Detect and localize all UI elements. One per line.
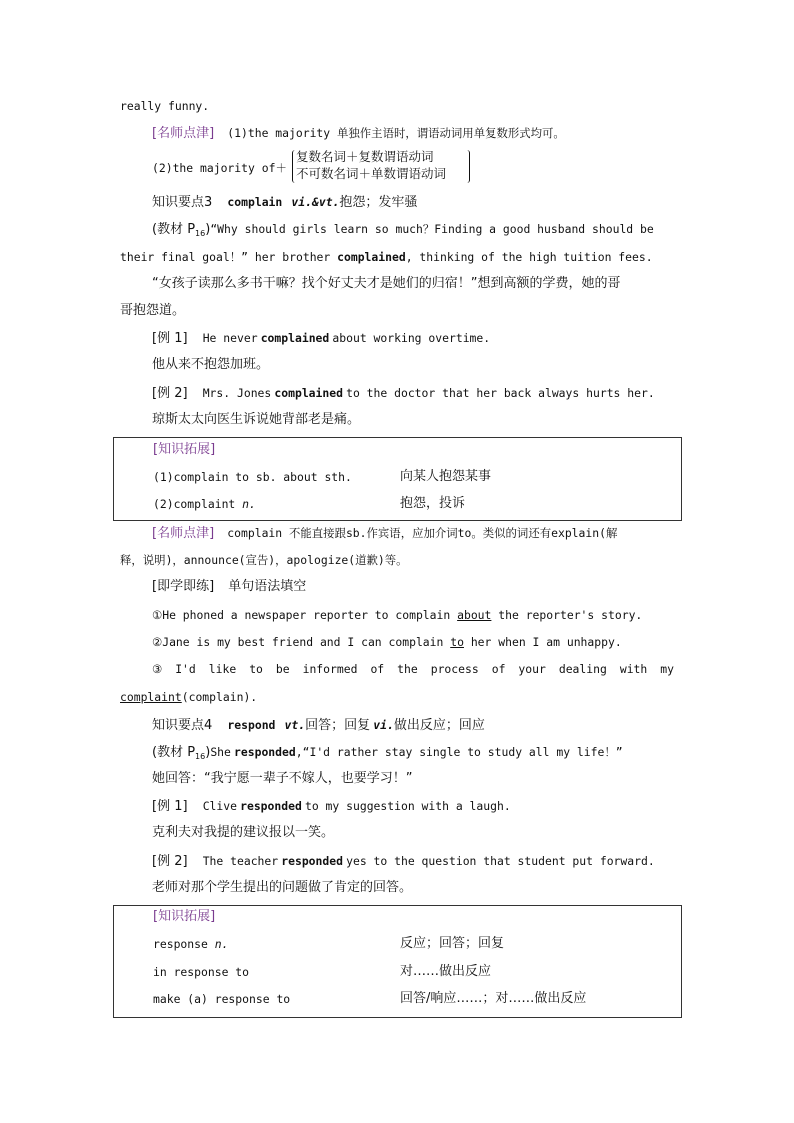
answer-blank: complaint xyxy=(120,690,182,704)
option-uncountable: 不可数名词＋单数谓语动词 xyxy=(296,166,447,181)
answer-blank: to xyxy=(450,635,464,649)
kp3-translation-1: “女孩子读那么多书干嘛？找个好丈夫才是她们的归宿！”想到高额的学费，她的哥 xyxy=(152,276,621,291)
question-2: ②Jane is my best friend and I can complain to her when I am unhappy. xyxy=(152,635,622,649)
kp4-example-2-translation: 老师对那个学生提出的问题做了肯定的回答。 xyxy=(152,880,413,895)
box-tag: [知识拓展] xyxy=(153,909,216,924)
box-row-en: response n. xyxy=(153,937,229,951)
question-3: ③ I'd like to be informed of the process of your dealing with my xyxy=(152,662,674,676)
answer-blank: about xyxy=(457,608,492,622)
box-row-cn: 反应；回答；回复 xyxy=(400,936,505,951)
kp3-translation-2: 哥抱怨道。 xyxy=(120,303,186,318)
box-row-cn: 向某人抱怨某事 xyxy=(400,469,492,484)
practice-heading: [即学即练] 单句语法填空 xyxy=(152,579,307,594)
box-row-en: (2)complaint n. xyxy=(153,497,256,511)
brace-options xyxy=(292,150,470,183)
knowledge-point-4-heading: 知识要点4 respond vt.回答；回复 vi.做出反应；回应 xyxy=(152,718,485,733)
continued-text: really funny. xyxy=(120,99,210,113)
kp4-example-1-translation: 克利夫对我提的建议报以一笑。 xyxy=(152,825,335,840)
box-row-cn: 回答/响应……；对……做出反应 xyxy=(400,991,587,1006)
tip-complain: [名师点津] complain 不能直接跟sb.作宾语，应加介词to。类似的词还有explain(解 xyxy=(152,526,618,541)
kp4-textbook-source: (教材 $P_{16})She$ responded,“I'd rather stay single to study all my life！” xyxy=(152,745,623,761)
box-row-en: make (a) response to xyxy=(153,992,291,1006)
box-row-en: (1)complain to sb. about sth. xyxy=(153,470,352,484)
kp4-example-1: [例 1] Clive responded to my suggestion with a laugh. xyxy=(152,799,511,814)
tip-majority xyxy=(152,125,565,142)
tip-tag: [名师点津] xyxy=(152,126,215,141)
majority-of-rule: (2)the majority of＋ xyxy=(152,161,287,175)
knowledge-expansion-box-1 xyxy=(113,437,682,521)
kp3-example-2-translation: 琼斯太太向医生诉说她背部老是痛。 xyxy=(152,412,361,427)
kp4-example-2: [例 2] The teacher responded yes to the question that student put forward. xyxy=(152,854,655,869)
kp4-translation: 她回答：“我宁愿一辈子不嫁人，也要学习！” xyxy=(152,771,413,786)
knowledge-expansion-box-2 xyxy=(113,905,682,1018)
tip-text: (1)the majority 单独作主语时，谓语动词用单复数形式均可。 xyxy=(227,126,565,140)
kp3-example-1-translation: 他从来不抱怨加班。 xyxy=(152,357,270,372)
box-row-cn: 对……做出反应 xyxy=(400,964,492,979)
box-row-en: in response to xyxy=(153,965,250,979)
kp3-textbook-source: (教材 $P_{16})“Why$ should girls learn so much？Finding a good husband should be xyxy=(152,222,654,238)
kp3-source-line2: their final goal！” her brother complained, thinking of the high tuition fees. xyxy=(120,250,653,264)
kp3-example-2: [例 2] Mrs. Jones complained to the doctor that her back always hurts her. xyxy=(152,386,655,401)
kp3-example-1: [例 1] He never complained about working overtime. xyxy=(152,331,491,346)
question-3-line2: complaint(complain). xyxy=(120,690,258,704)
box-row-cn: 抱怨，投诉 xyxy=(400,496,466,511)
question-1: ①He phoned a newspaper reporter to complain about the reporter's story. xyxy=(152,608,643,622)
box-tag: [知识拓展] xyxy=(153,442,216,457)
tip-complain-line2: 释，说明)，announce(宣告)，apologize(道歉)等。 xyxy=(120,553,408,567)
option-plural: 复数名词＋复数谓语动词 xyxy=(296,149,434,164)
knowledge-point-3-heading: 知识要点3 complain vi.&vt.抱怨；发牢骚 xyxy=(152,195,418,210)
